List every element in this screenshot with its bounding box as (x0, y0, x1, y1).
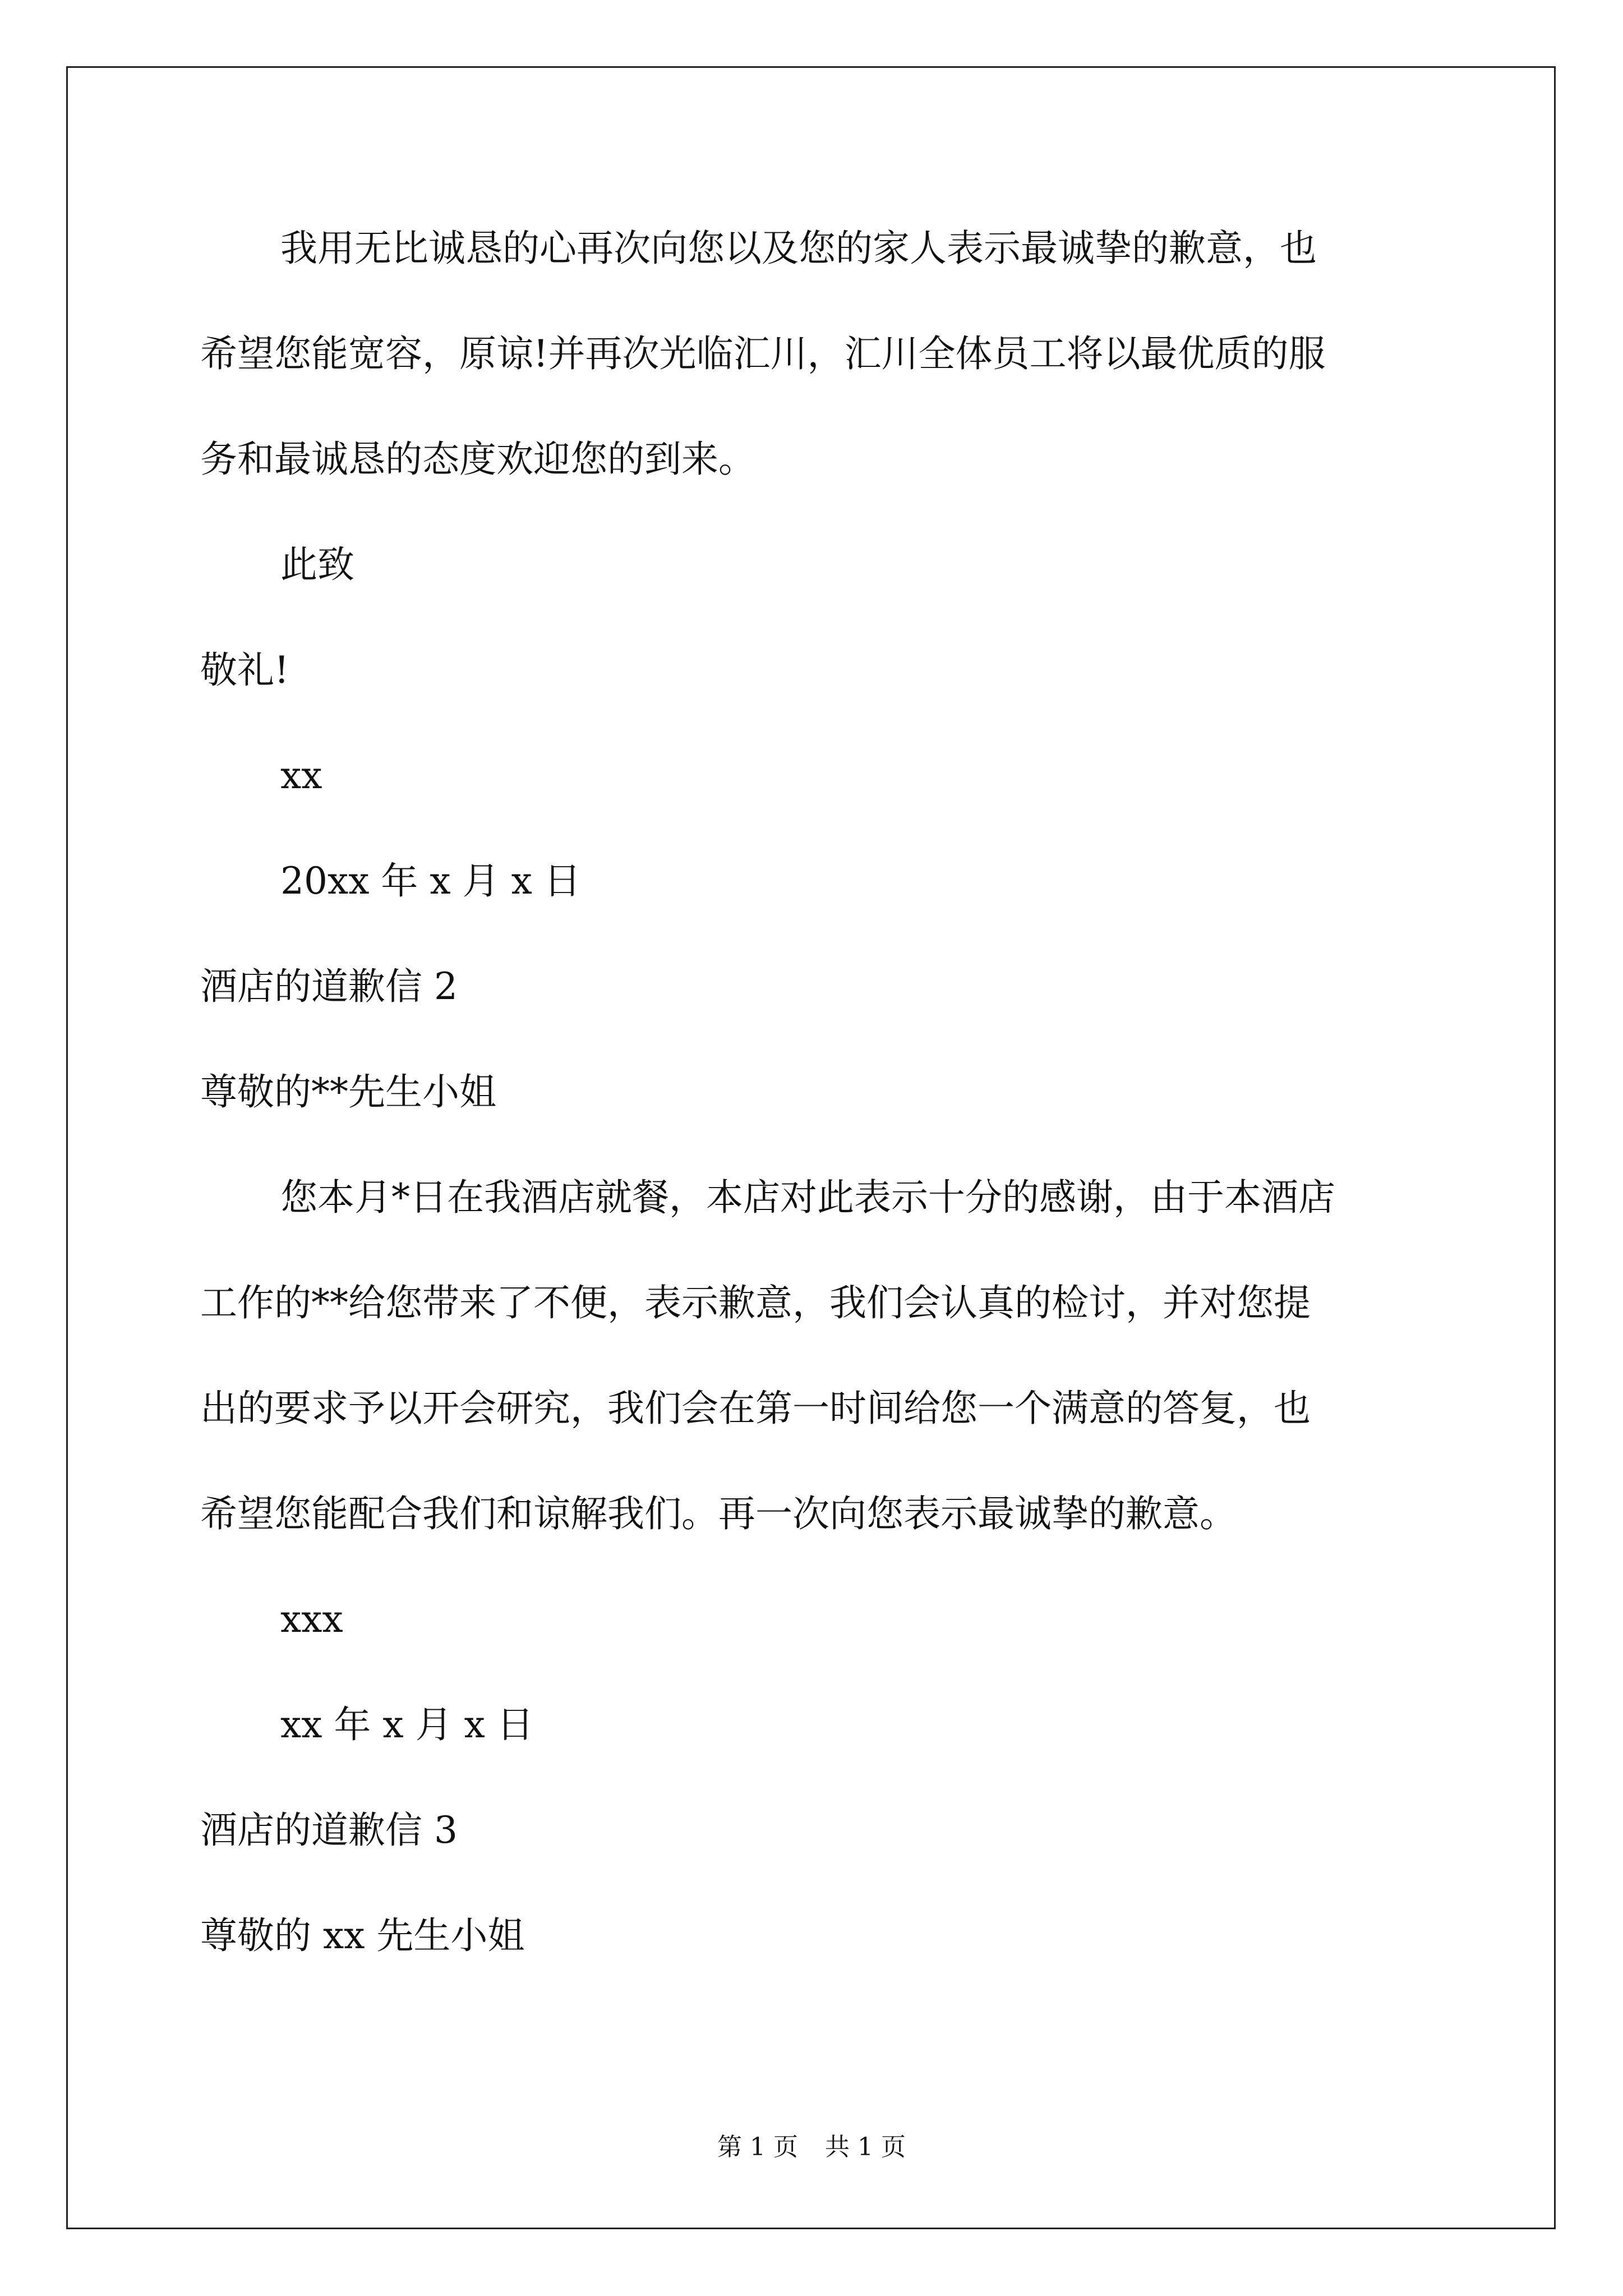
signature-date: 20xx 年 x 月 x 日 (280, 859, 581, 903)
text-line: 您本月*日在我酒店就餐，本店对此表示十分的感谢，由于本酒店 (280, 1176, 1335, 1219)
text-line: 希望您能宽容，原谅!并再次光临汇川，汇川全体员工将以最优质的服 (200, 332, 1326, 375)
page-footer (0, 2132, 1623, 2163)
letter-2-greeting: 尊敬的**先生小姐 (200, 1070, 496, 1114)
salutation-cizhi: 此致 (280, 543, 354, 586)
text-line: 希望您能配合我们和谅解我们。再一次向您表示最诚挚的歉意。 (200, 1492, 1237, 1535)
text-line: 出的要求予以开会研究，我们会在第一时间给您一个满意的答复，也 (200, 1387, 1311, 1430)
letter-2-signature-name: xxx (280, 1598, 343, 1641)
document-body (200, 222, 1434, 1963)
salutation-jingli: 敬礼! (200, 648, 289, 692)
text-line: 工作的**给您带来了不便，表示歉意，我们会认真的检讨，并对您提 (200, 1281, 1311, 1324)
page-number-total: 共 1 页 (825, 2133, 906, 2161)
section-title-letter-2: 酒店的道歉信 2 (200, 965, 458, 1008)
letter-3-greeting: 尊敬的 xx 先生小姐 (200, 1914, 525, 1957)
signature-name: xx (280, 754, 322, 797)
paragraph-letter-2-body (200, 1171, 1434, 1541)
page-number-current: 第 1 页 (717, 2133, 798, 2161)
section-title-letter-3: 酒店的道歉信 3 (200, 1809, 458, 1852)
paragraph-apology-closing (200, 222, 1434, 486)
text-line: 务和最诚恳的态度欢迎您的到来。 (200, 438, 755, 481)
letter-2-signature-date: xx 年 x 月 x 日 (280, 1703, 534, 1746)
text-line: 我用无比诚恳的心再次向您以及您的家人表示最诚挚的歉意，也 (280, 227, 1317, 270)
